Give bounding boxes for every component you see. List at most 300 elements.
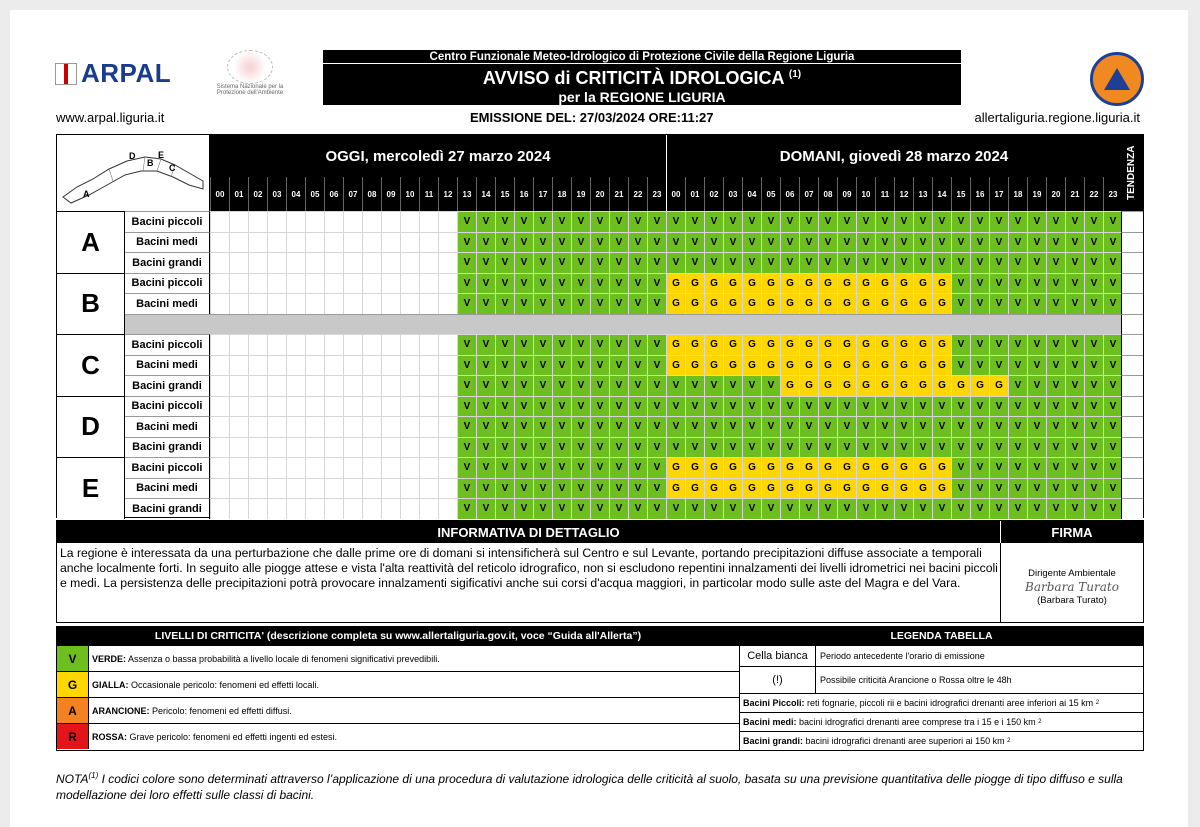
hour-cell: V	[571, 232, 590, 253]
hour-cell: G	[685, 293, 704, 314]
hour-cell: V	[1084, 375, 1103, 396]
footnote-text: I codici colore sono determinati attraverso l’applicazione di una procedura di valutazione idrologica delle criticità al suolo, basata su una previsione quantitativa delle piogge di tipo diffuso e sulla modellazione dei loro effetti sulle classi di bacini.	[56, 772, 1123, 802]
hour-header: 14	[932, 177, 951, 211]
hour-cell: G	[704, 273, 723, 294]
hour-cell: V	[1027, 252, 1046, 273]
hour-cell: G	[780, 355, 799, 376]
tendenza-cell	[1121, 437, 1143, 458]
hour-cell	[248, 211, 267, 232]
hour-cell: V	[932, 437, 951, 458]
hour-cell	[229, 396, 248, 417]
hour-header: 19	[571, 177, 590, 211]
hour-cell: G	[666, 293, 685, 314]
hour-cell: V	[799, 232, 818, 253]
hour-cell: V	[894, 211, 913, 232]
hour-cell: V	[1027, 375, 1046, 396]
hour-cell: G	[875, 375, 894, 396]
hour-cell	[419, 396, 438, 417]
hour-cell	[343, 232, 362, 253]
hour-cell	[419, 498, 438, 519]
hour-cell: V	[495, 273, 514, 294]
hour-cell: V	[761, 211, 780, 232]
footnote: NOTA$^{(1)}$ I codici colore sono determinati attraverso l’applicazione di una procedura di valutazione idrologica delle criticità al suolo, basata su una previsione quantitativa delle piogge di tipo diffuso e sulla modellazione dei loro effetti sulle classi di bacini.	[56, 771, 1123, 802]
hour-cell: G	[723, 334, 742, 355]
hour-cell: V	[609, 355, 628, 376]
hour-cell: V	[1046, 478, 1065, 499]
hour-cell: G	[780, 273, 799, 294]
map-label-c: C	[169, 163, 176, 173]
hour-cell: G	[742, 293, 761, 314]
hour-cell: V	[970, 416, 989, 437]
hour-header: 08	[362, 177, 381, 211]
hour-cell	[229, 416, 248, 437]
hour-cell: G	[875, 478, 894, 499]
hour-cell: G	[666, 273, 685, 294]
hour-cell: V	[628, 478, 647, 499]
hour-cell: V	[590, 232, 609, 253]
hour-cell: V	[647, 457, 666, 478]
hour-cell: V	[970, 334, 989, 355]
hour-cell: V	[989, 232, 1008, 253]
hour-cell	[438, 293, 457, 314]
hour-cell: V	[1084, 396, 1103, 417]
hour-cell	[362, 334, 381, 355]
hour-cell: V	[1103, 334, 1122, 355]
liguria-flag-icon	[55, 63, 77, 85]
hour-cell: V	[1103, 437, 1122, 458]
hour-cell	[343, 416, 362, 437]
hour-cell: V	[951, 211, 970, 232]
hour-cell: G	[704, 478, 723, 499]
hour-cell	[419, 416, 438, 437]
hour-cell	[286, 498, 305, 519]
tendenza-cell	[1121, 396, 1143, 417]
hour-cell: V	[457, 334, 476, 355]
hour-cell: V	[533, 437, 552, 458]
hour-cell: V	[552, 498, 571, 519]
hour-cell: G	[932, 457, 951, 478]
hour-cell: V	[989, 252, 1008, 273]
hour-cell	[210, 498, 229, 519]
hour-cell	[400, 211, 419, 232]
hour-cell: V	[1084, 211, 1103, 232]
hour-cell: V	[514, 211, 533, 232]
hour-cell	[400, 252, 419, 273]
hour-cell	[324, 273, 343, 294]
hour-cell: V	[552, 416, 571, 437]
hour-cell: V	[970, 437, 989, 458]
hour-cell	[267, 293, 286, 314]
hour-cell: G	[685, 334, 704, 355]
hour-cell: V	[552, 334, 571, 355]
hour-cell	[210, 252, 229, 273]
hour-cell	[229, 355, 248, 376]
hour-cell: V	[780, 252, 799, 273]
hour-cell: G	[666, 355, 685, 376]
hour-cell: V	[609, 375, 628, 396]
hour-cell: V	[1046, 416, 1065, 437]
hour-cell: V	[514, 457, 533, 478]
hour-cell: V	[571, 375, 590, 396]
hour-cell	[267, 437, 286, 458]
hour-cell	[305, 232, 324, 253]
hour-cell: V	[647, 252, 666, 273]
hour-cell: V	[495, 478, 514, 499]
hour-cell: V	[590, 478, 609, 499]
hour-cell	[400, 355, 419, 376]
hour-cell	[324, 375, 343, 396]
hour-cell: G	[742, 273, 761, 294]
hour-cell: V	[723, 232, 742, 253]
hour-cell: V	[799, 416, 818, 437]
hour-cell: V	[704, 252, 723, 273]
hour-cell: V	[533, 396, 552, 417]
hour-cell: V	[780, 437, 799, 458]
hour-header: 07	[799, 177, 818, 211]
hour-cell: V	[628, 375, 647, 396]
hour-cell	[267, 416, 286, 437]
hour-cell	[248, 273, 267, 294]
hour-cell: G	[856, 355, 875, 376]
hour-cell: G	[761, 457, 780, 478]
hour-header: 17	[533, 177, 552, 211]
hour-cell: V	[913, 416, 932, 437]
hour-cell	[210, 396, 229, 417]
hour-cell: V	[590, 211, 609, 232]
hour-cell: V	[875, 211, 894, 232]
hour-cell: G	[932, 375, 951, 396]
legend-key-warning: (!)	[740, 667, 816, 693]
hour-cell: G	[666, 334, 685, 355]
hour-header: 06	[324, 177, 343, 211]
hour-cell	[343, 355, 362, 376]
hour-header: 20	[1046, 177, 1065, 211]
hour-cell: V	[780, 396, 799, 417]
hour-cell: G	[723, 355, 742, 376]
hour-cell: V	[514, 334, 533, 355]
hour-cell	[324, 498, 343, 519]
hour-cell: G	[856, 457, 875, 478]
hour-cell	[343, 293, 362, 314]
hour-cell: V	[761, 416, 780, 437]
hour-cell: V	[1027, 457, 1046, 478]
hour-cell: G	[856, 334, 875, 355]
hour-cell: V	[590, 416, 609, 437]
hour-cell: G	[818, 334, 837, 355]
hour-cell: V	[476, 457, 495, 478]
hour-cell: V	[457, 211, 476, 232]
hour-cell	[362, 478, 381, 499]
hour-cell: V	[989, 355, 1008, 376]
hour-cell	[229, 375, 248, 396]
hour-cell: V	[514, 293, 533, 314]
hour-cell	[419, 252, 438, 273]
hour-cell: V	[476, 334, 495, 355]
hour-cell: V	[1065, 478, 1084, 499]
hour-cell	[381, 334, 400, 355]
hour-cell: V	[780, 498, 799, 519]
hour-header: 09	[837, 177, 856, 211]
hour-cell: V	[1103, 457, 1122, 478]
hour-cell	[305, 273, 324, 294]
hour-cell: V	[780, 416, 799, 437]
hour-cell	[343, 437, 362, 458]
hour-cell: G	[913, 478, 932, 499]
hour-cell: V	[590, 437, 609, 458]
allerta-url[interactable]: allertaliguria.regione.liguria.it	[974, 110, 1140, 125]
hour-cell	[381, 293, 400, 314]
hour-cell	[362, 375, 381, 396]
hour-cell: V	[628, 437, 647, 458]
tendenza-cell	[1121, 416, 1143, 437]
hour-cell: V	[932, 232, 951, 253]
hour-cell: V	[951, 252, 970, 273]
hour-cell	[305, 334, 324, 355]
hour-cell: V	[799, 211, 818, 232]
hour-cell: V	[723, 498, 742, 519]
hour-cell	[286, 293, 305, 314]
legend-key-white: Cella bianca	[740, 646, 816, 666]
hour-cell: G	[875, 334, 894, 355]
hour-cell: V	[514, 232, 533, 253]
hour-cell: V	[514, 437, 533, 458]
hour-cell: V	[932, 498, 951, 519]
day1-header: OGGI, mercoledì 27 marzo 2024	[210, 135, 666, 177]
hour-cell: V	[742, 396, 761, 417]
hour-cell: V	[1008, 396, 1027, 417]
hour-cell: V	[1008, 478, 1027, 499]
hour-cell: G	[723, 457, 742, 478]
hour-cell	[305, 396, 324, 417]
hour-cell: V	[552, 457, 571, 478]
hour-cell: V	[552, 355, 571, 376]
hour-cell: V	[571, 334, 590, 355]
hour-cell: G	[799, 478, 818, 499]
hour-cell	[286, 416, 305, 437]
hour-cell: V	[761, 375, 780, 396]
arpal-logo	[55, 58, 171, 89]
tendenza-cell	[1121, 252, 1143, 273]
hour-cell: V	[666, 396, 685, 417]
basin-label: Bacini grandi	[125, 252, 210, 273]
hour-cell	[267, 375, 286, 396]
hour-cell: V	[609, 498, 628, 519]
arpal-url[interactable]: www.arpal.liguria.it	[56, 110, 165, 125]
hour-cell: G	[761, 334, 780, 355]
protezione-civile-logo	[1090, 52, 1144, 106]
hour-cell: V	[1008, 416, 1027, 437]
hour-cell	[305, 252, 324, 273]
hour-cell: V	[476, 355, 495, 376]
hour-cell: V	[1065, 396, 1084, 417]
hour-cell	[305, 498, 324, 519]
hour-cell: V	[989, 457, 1008, 478]
hour-cell	[248, 396, 267, 417]
hour-cell: G	[932, 293, 951, 314]
hour-cell: V	[723, 416, 742, 437]
hour-cell	[438, 457, 457, 478]
hour-header: 15	[495, 177, 514, 211]
hour-cell: G	[723, 478, 742, 499]
hour-cell: V	[514, 478, 533, 499]
hour-cell: V	[989, 211, 1008, 232]
hour-cell	[362, 252, 381, 273]
hour-cell: G	[761, 273, 780, 294]
basin-label: Bacini piccoli	[125, 334, 210, 355]
hour-cell: V	[457, 232, 476, 253]
hour-cell: V	[1008, 252, 1027, 273]
info-title: INFORMATIVA DI DETTAGLIO	[57, 521, 1000, 543]
hour-cell: V	[875, 416, 894, 437]
hour-cell: G	[799, 334, 818, 355]
hour-cell: V	[742, 232, 761, 253]
hour-cell	[305, 211, 324, 232]
hour-cell	[286, 334, 305, 355]
hour-cell: V	[552, 396, 571, 417]
hour-cell	[343, 396, 362, 417]
hour-cell: V	[1084, 355, 1103, 376]
zone-label-a: A	[57, 211, 125, 273]
hour-cell	[343, 211, 362, 232]
hour-cell: V	[1084, 437, 1103, 458]
hour-cell: V	[666, 437, 685, 458]
hour-header: 13	[457, 177, 476, 211]
tendenza-cell	[1121, 273, 1143, 294]
hour-cell	[438, 437, 457, 458]
hour-cell: V	[514, 375, 533, 396]
hour-cell: V	[533, 293, 552, 314]
hour-header: 18	[552, 177, 571, 211]
hour-cell: G	[894, 457, 913, 478]
hour-cell	[324, 396, 343, 417]
hour-cell: V	[780, 232, 799, 253]
hour-cell: V	[609, 273, 628, 294]
hour-cell	[324, 293, 343, 314]
legend-title: LEGENDA TABELLA	[740, 627, 1143, 645]
hour-cell: V	[533, 416, 552, 437]
hour-cell: V	[723, 396, 742, 417]
hour-cell: V	[1008, 437, 1027, 458]
hour-cell: V	[495, 375, 514, 396]
hour-header: 05	[761, 177, 780, 211]
hour-cell: V	[685, 252, 704, 273]
basin-label: Bacini piccoli	[125, 273, 210, 294]
hour-cell: V	[533, 252, 552, 273]
hour-cell: V	[1084, 334, 1103, 355]
hour-cell	[400, 437, 419, 458]
hour-cell: G	[780, 478, 799, 499]
hour-cell: G	[989, 375, 1008, 396]
hour-cell: V	[951, 293, 970, 314]
hour-cell: G	[913, 293, 932, 314]
hour-cell: V	[875, 252, 894, 273]
hour-cell: V	[476, 375, 495, 396]
hour-cell: V	[571, 273, 590, 294]
document-title: AVVISO di CRITICITÀ IDROLOGICA $^{(1)}$	[482, 68, 802, 88]
hour-header: 22	[628, 177, 647, 211]
hour-cell	[248, 457, 267, 478]
hour-cell: V	[1027, 498, 1046, 519]
hour-cell: V	[1008, 334, 1027, 355]
hour-cell: V	[704, 416, 723, 437]
hour-cell: V	[685, 416, 704, 437]
hour-cell: G	[761, 478, 780, 499]
hour-cell: V	[590, 457, 609, 478]
hour-cell: V	[1103, 396, 1122, 417]
hour-cell	[229, 232, 248, 253]
hour-cell: V	[818, 416, 837, 437]
hour-cell: V	[685, 211, 704, 232]
hour-cell	[400, 293, 419, 314]
hour-cell: V	[609, 334, 628, 355]
hour-cell: G	[799, 457, 818, 478]
hour-cell: V	[609, 211, 628, 232]
hour-cell: V	[837, 498, 856, 519]
hour-cell: V	[970, 457, 989, 478]
hour-cell: V	[571, 355, 590, 376]
hour-cell: V	[647, 498, 666, 519]
map-label-a: A	[83, 189, 90, 199]
hour-cell	[381, 498, 400, 519]
hour-cell	[248, 478, 267, 499]
hour-cell: V	[1103, 478, 1122, 499]
hour-cell: G	[761, 355, 780, 376]
hour-cell	[267, 252, 286, 273]
hour-cell: V	[590, 334, 609, 355]
hour-cell	[324, 232, 343, 253]
hour-cell: V	[609, 293, 628, 314]
hour-cell: V	[1084, 478, 1103, 499]
hour-cell: V	[932, 252, 951, 273]
molecule-icon	[227, 50, 273, 84]
hour-cell: G	[818, 293, 837, 314]
hour-cell: V	[609, 252, 628, 273]
hour-cell: G	[837, 334, 856, 355]
hour-cell: V	[533, 273, 552, 294]
hour-cell: V	[837, 416, 856, 437]
hour-cell	[286, 457, 305, 478]
hour-cell: V	[552, 252, 571, 273]
hour-cell	[229, 211, 248, 232]
hour-cell	[286, 232, 305, 253]
level-row	[57, 645, 739, 671]
hour-cell: G	[894, 375, 913, 396]
hour-cell: V	[571, 396, 590, 417]
hour-cell: V	[894, 396, 913, 417]
hour-cell: V	[704, 375, 723, 396]
hour-cell: V	[818, 252, 837, 273]
hour-cell	[419, 232, 438, 253]
hour-cell: V	[913, 211, 932, 232]
hour-cell: V	[1027, 478, 1046, 499]
hour-header: 23	[1103, 177, 1122, 211]
hour-cell: V	[723, 252, 742, 273]
hour-cell: V	[1046, 457, 1065, 478]
hour-cell	[210, 273, 229, 294]
level-desc: VERDE: Assenza o bassa probabilità a livello locale di fenomeni significativi prevedibili.	[92, 653, 440, 664]
hour-cell: V	[666, 416, 685, 437]
hour-cell: V	[913, 252, 932, 273]
hour-cell	[419, 334, 438, 355]
hour-cell	[210, 416, 229, 437]
hour-header: 04	[286, 177, 305, 211]
hour-header: 21	[609, 177, 628, 211]
hour-cell: V	[875, 396, 894, 417]
hour-cell	[210, 457, 229, 478]
hour-cell	[419, 457, 438, 478]
hour-cell: V	[1008, 273, 1027, 294]
hour-cell: V	[628, 498, 647, 519]
